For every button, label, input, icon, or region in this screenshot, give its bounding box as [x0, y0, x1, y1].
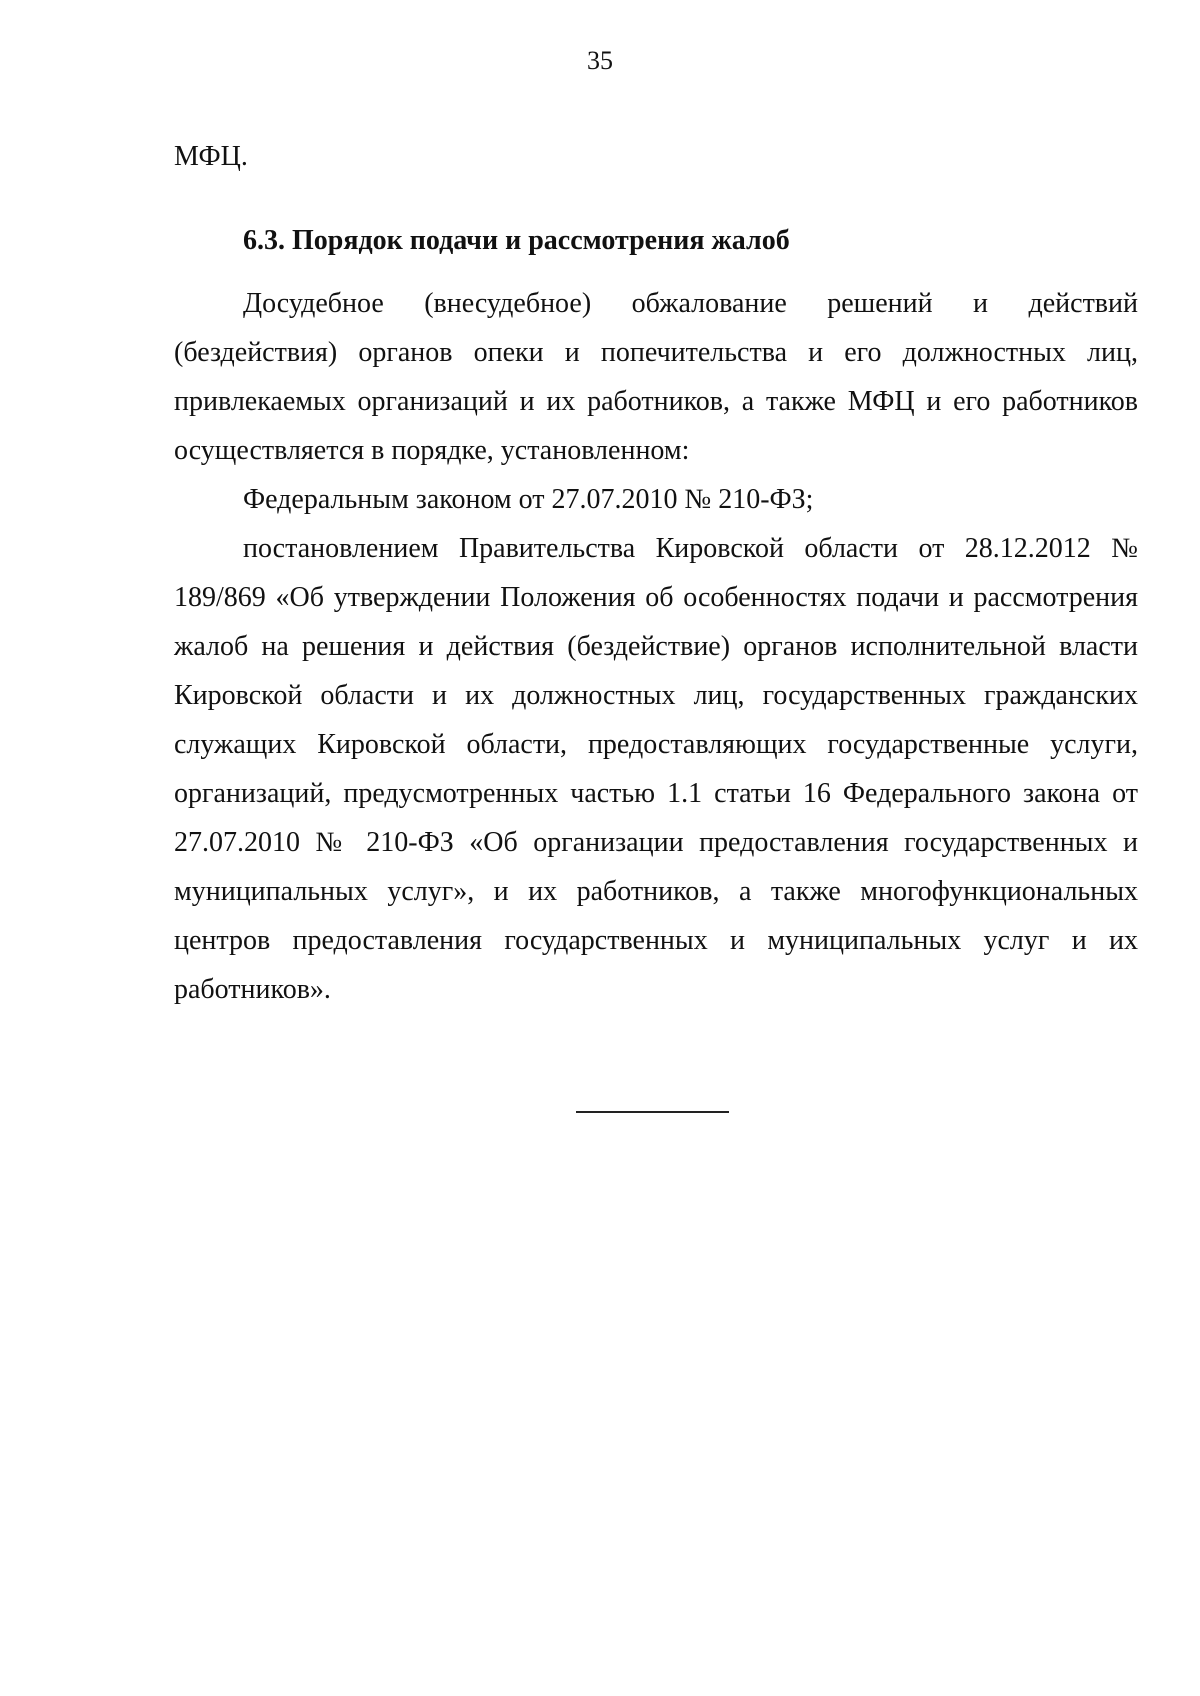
end-of-section-divider [576, 1111, 729, 1113]
page-number: 35 [587, 46, 613, 75]
previous-paragraph-tail: МФЦ. [174, 141, 248, 172]
paragraph-federal-law: Федеральным законом от 27.07.2010 № 210-ФЗ; [243, 484, 814, 515]
section-body [174, 279, 1138, 1014]
paragraph-appeal-procedure: Досудебное (внесудебное) обжалование решений и действий (бездействия) органов опеки и попечительства и его должностных лиц, привлекаемых организаций и их работников, а также МФЦ и его работников осуществляется в порядке, установленном: [174, 288, 1138, 466]
paragraph-government-resolution: постановлением Правительства Кировской области от 28.12.2012 № 189/869 «Об утверждении Положения об особенностях подачи и рассмотрения жалоб на решения и действия (бездействие) органов исполнительной власти Кировской области и их должностных лиц, государственных гражданских служащих Кировской области, предоставляющих государственные услуги, организаций, предусмотренных частью 1.1 статьи 16 Федерального закона от 27.07.2010 № 210-ФЗ «Об организации предоставления государственных и муниципальных услуг», и их работников, а также многофункциональных центров предоставления государственных и муниципальных услуг и их работников». [174, 533, 1138, 1005]
section-heading: 6.3. Порядок подачи и рассмотрения жалоб [243, 225, 790, 256]
